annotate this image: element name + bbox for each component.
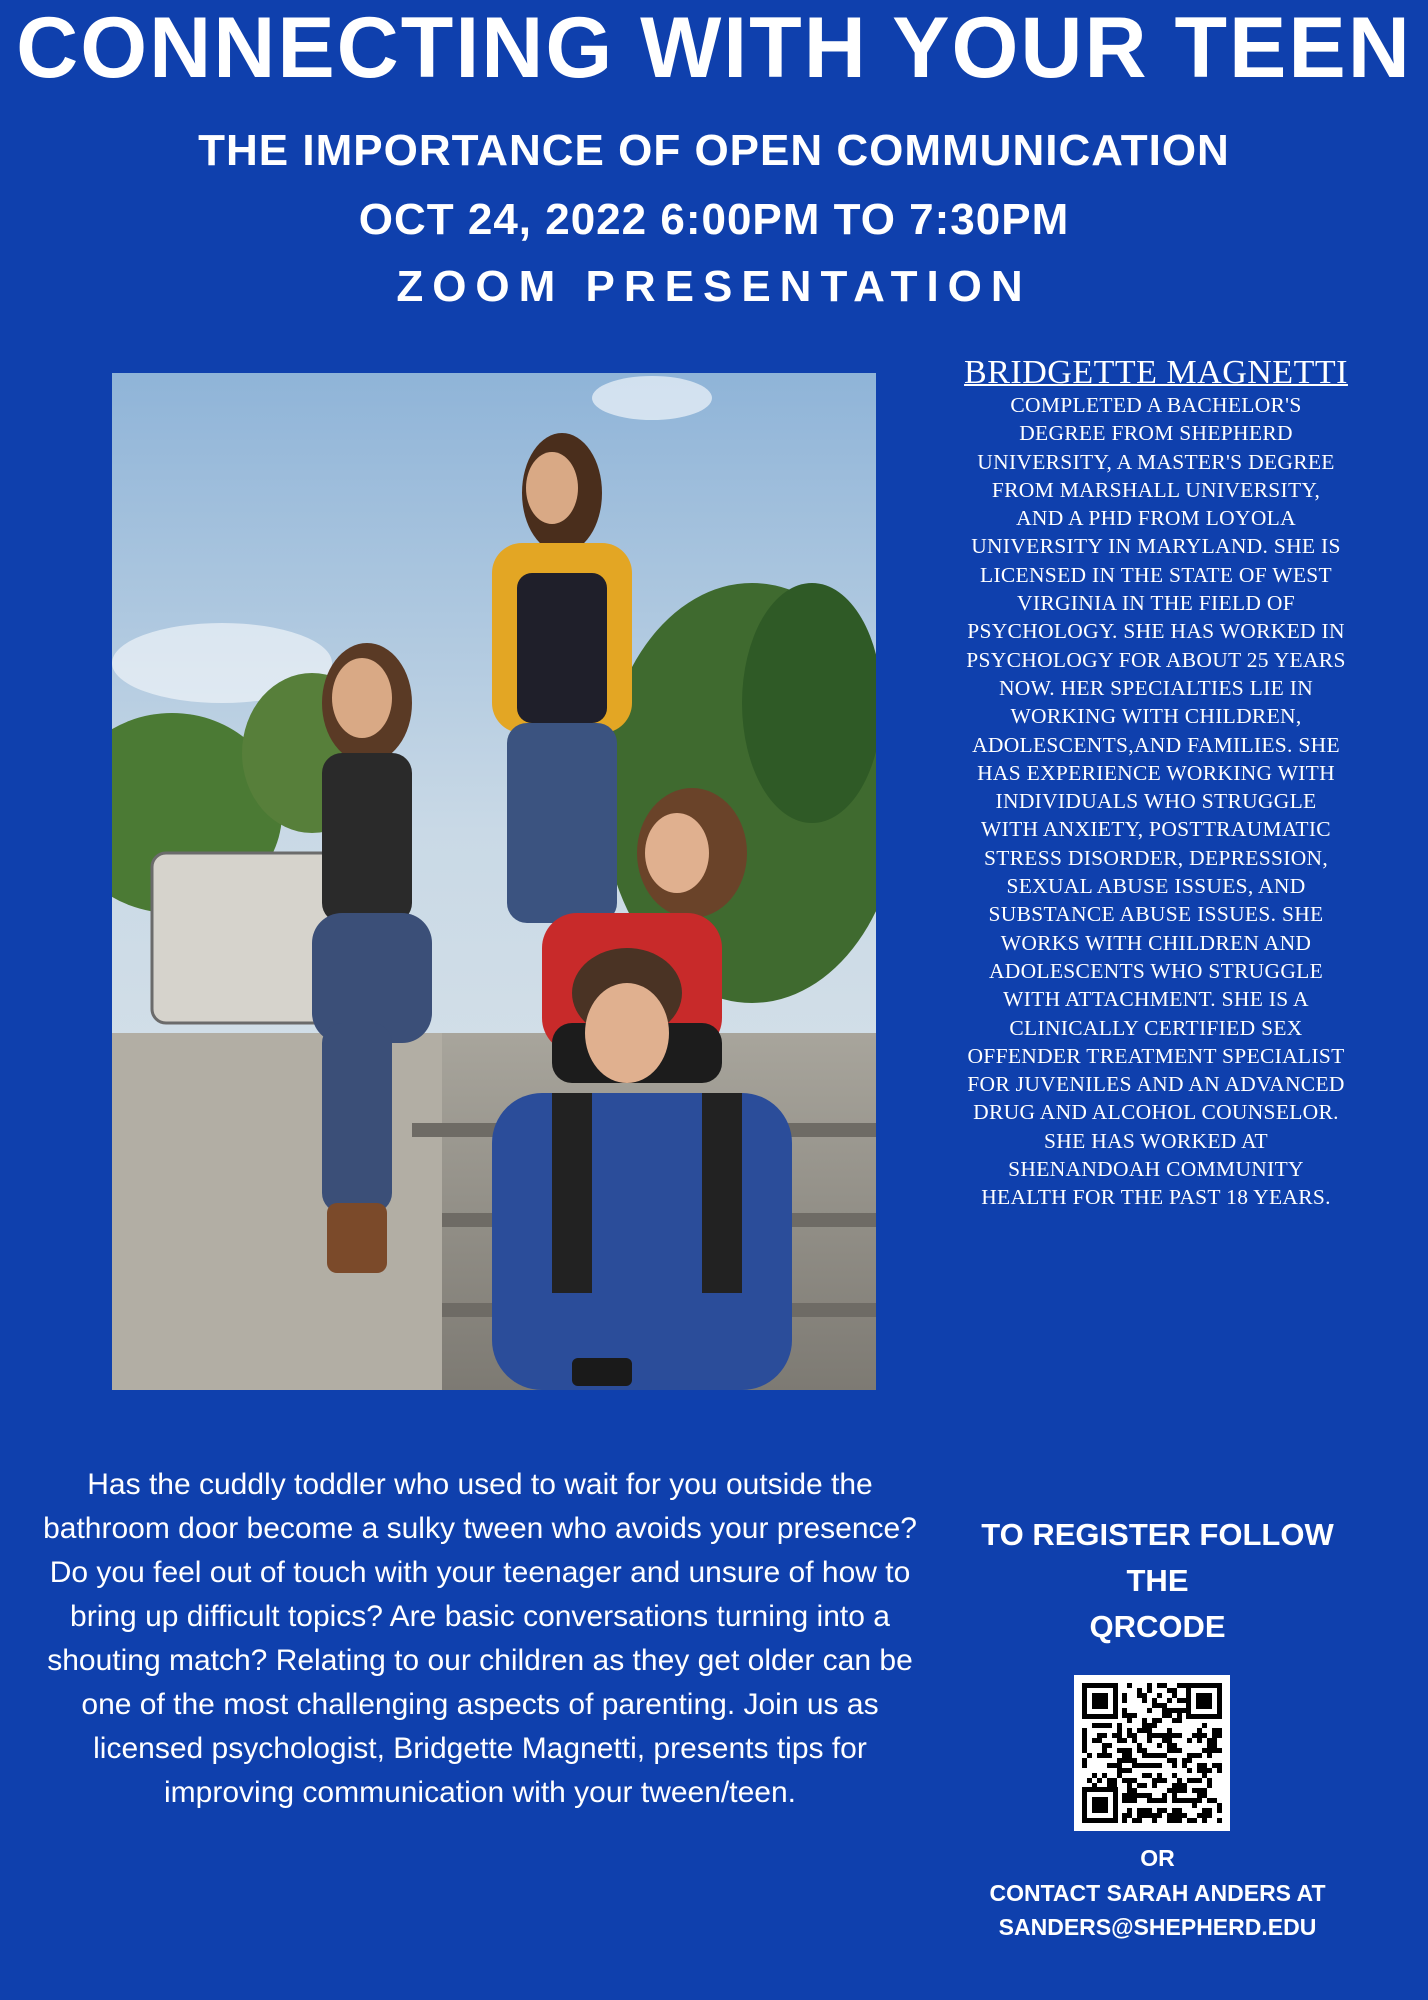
presenter-bio	[920, 355, 1392, 1212]
event-description: Has the cuddly toddler who used to wait for you outside the bathroom door become a sulky tween who avoids your presence? Do you feel out of touch with your teenager and unsure of how to bring up difficult topics? Are basic conversations turning into a shouting match? Relating to our children as they get older can be one of the most challenging aspects of parenting. Join us as licensed psychologist, Bridgette Magnetti, presents tips for improving communication with your tween/teen.	[43, 1468, 917, 1809]
or-label: OR	[1140, 1845, 1175, 1871]
event-format: ZOOM PRESENTATION	[396, 262, 1032, 311]
presenter-bio-text: COMPLETED A BACHELOR'S DEGREE FROM SHEPHERD UNIVERSITY, A MASTER'S DEGREE FROM MARSHALL UNIVERSITY, AND A PHD FROM LOYOLA UNIVERSITY IN MARYLAND. SHE IS LICENSED IN THE STATE OF WEST VIRGINIA IN THE FIELD OF PSYCHOLOGY. SHE HAS WORKED IN PSYCHOLOGY FOR ABOUT 25 YEARS NOW. HER SPECIALTIES LIE IN WORKING WITH CHILDREN, ADOLESCENTS,AND FAMILIES. SHE HAS EXPERIENCE WORKING WITH INDIVIDUALS WHO STRUGGLE WITH ANXIETY, POSTTRAUMATIC STRESS DISORDER, DEPRESSION, SEXUAL ABUSE ISSUES, AND SUBSTANCE ABUSE ISSUES. SHE WORKS WITH CHILDREN AND ADOLESCENTS WHO STRUGGLE WITH ATTACHMENT. SHE IS A CLINICALLY CERTIFIED SEX OFFENDER TREATMENT SPECIALIST FOR JUVENILES AND AN ADVANCED DRUG AND ALCOHOL COUNSELOR. SHE HAS WORKED AT SHENANDOAH COMMUNITY HEALTH FOR THE PAST 18 YEARS.	[966, 393, 1346, 1210]
register-line-2: THE	[1126, 1563, 1189, 1598]
teens-photo	[112, 373, 876, 1390]
presenter-name: BRIDGETTE MAGNETTI	[964, 354, 1348, 391]
page-title: CONNECTING WITH YOUR TEEN	[16, 0, 1412, 96]
event-datetime: OCT 24, 2022 6:00PM TO 7:30PM	[358, 195, 1070, 244]
contact-info	[940, 1876, 1375, 1944]
subtitle: THE IMPORTANCE OF OPEN COMMUNICATION	[198, 126, 1230, 175]
contact-line: CONTACT SARAH ANDERS AT	[989, 1880, 1326, 1906]
register-instructions	[940, 1512, 1375, 1650]
contact-email[interactable]: SANDERS@SHEPHERD.EDU	[998, 1914, 1317, 1940]
qr-code-icon[interactable]	[1074, 1675, 1230, 1831]
register-line-3: QRCODE	[1089, 1609, 1226, 1644]
register-line-1: TO REGISTER FOLLOW	[981, 1517, 1334, 1552]
